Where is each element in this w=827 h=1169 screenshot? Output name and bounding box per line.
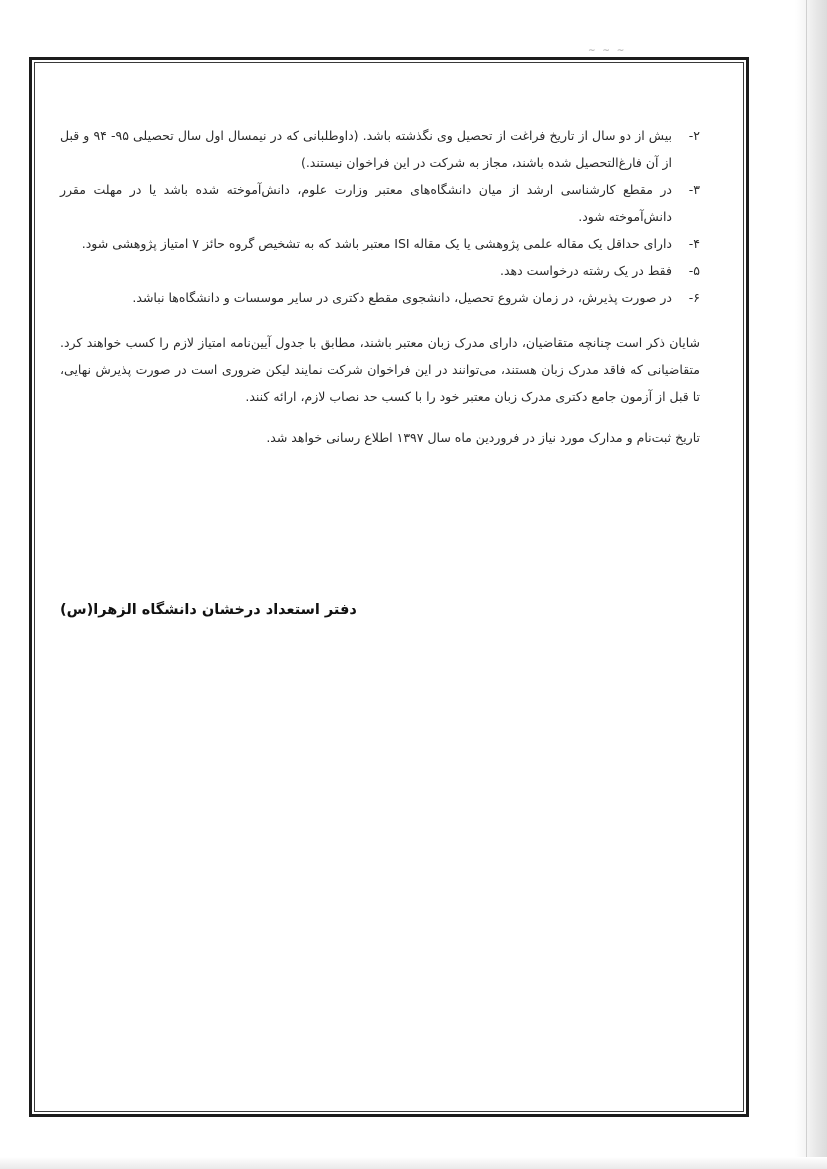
list-item [60,257,700,284]
list-item-number: ۳- [688,182,700,197]
language-requirement-paragraph: شایان ذکر است چنانچه متقاضیان، دارای مدرک زبان معتبر باشند، مطابق با جدول آیین‌نامه امتیاز لازم را کسب خواهند کرد. متقاضیانی که فاقد مدرک زبان هستند، می‌توانند در این فراخوان شرکت نمایند لیکن ضروری است در صورت پذیرش نهایی، تا قبل از آزمون جامع دکتری مدرک زبان معتبر خود را با کسب حد نصاب لازم، ارائه کنند. [60,335,700,404]
list-item-text: بیش از دو سال از تاریخ فراغت از تحصیل وی نگذشته باشد. (داوطلبانی که در نیمسال اول سال تحصیلی ۹۵- ۹۴ و قبل از آن فارغ‌التحصیل شده باشند، مجاز به شرکت در این فراخوان نیستند.) [60,128,672,170]
list-item-text: دارای حداقل یک مقاله علمی پژوهشی یا یک مقاله ISI معتبر باشد که به تشخیص گروه حائز ۷ امتیاز پژوهشی شود. [81,236,672,251]
list-item-text: در صورت پذیرش، در زمان شروع تحصیل، دانشجوی مقطع دکتری در سایر موسسات و دانشگاه‌ها نباشد. [132,290,672,305]
list-item [60,284,700,311]
list-item [60,176,700,230]
list-item-number: ۵- [688,263,700,278]
list-item-number: ۴- [688,236,700,251]
scan-edge-line [806,0,807,1169]
ink-smudge-mark: ~ ~ ~ [588,46,627,56]
list-item [60,122,700,176]
list-item [60,230,700,257]
registration-date-paragraph: تاریخ ثبت‌نام و مدارک مورد نیاز در فروردین ماه سال ۱۳۹۷ اطلاع رسانی خواهد شد. [266,430,700,445]
list-item-number: ۲- [688,128,700,143]
scan-page-edge [795,0,827,1169]
office-signature-title: دفتر استعداد درخشان دانشگاه الزهرا(س) [60,602,357,618]
list-item-text: در مقطع کارشناسی ارشد از میان دانشگاه‌های معتبر وزارت علوم، دانش‌آموخته شده باشد یا در مهلت مقرر دانش‌آموخته شود. [60,182,672,224]
requirements-list [60,122,700,311]
document-body [60,122,700,451]
scan-bottom-shadow [0,1157,827,1169]
list-item-number: ۶- [688,290,700,305]
list-item-text: فقط در یک رشته درخواست دهد. [500,263,672,278]
